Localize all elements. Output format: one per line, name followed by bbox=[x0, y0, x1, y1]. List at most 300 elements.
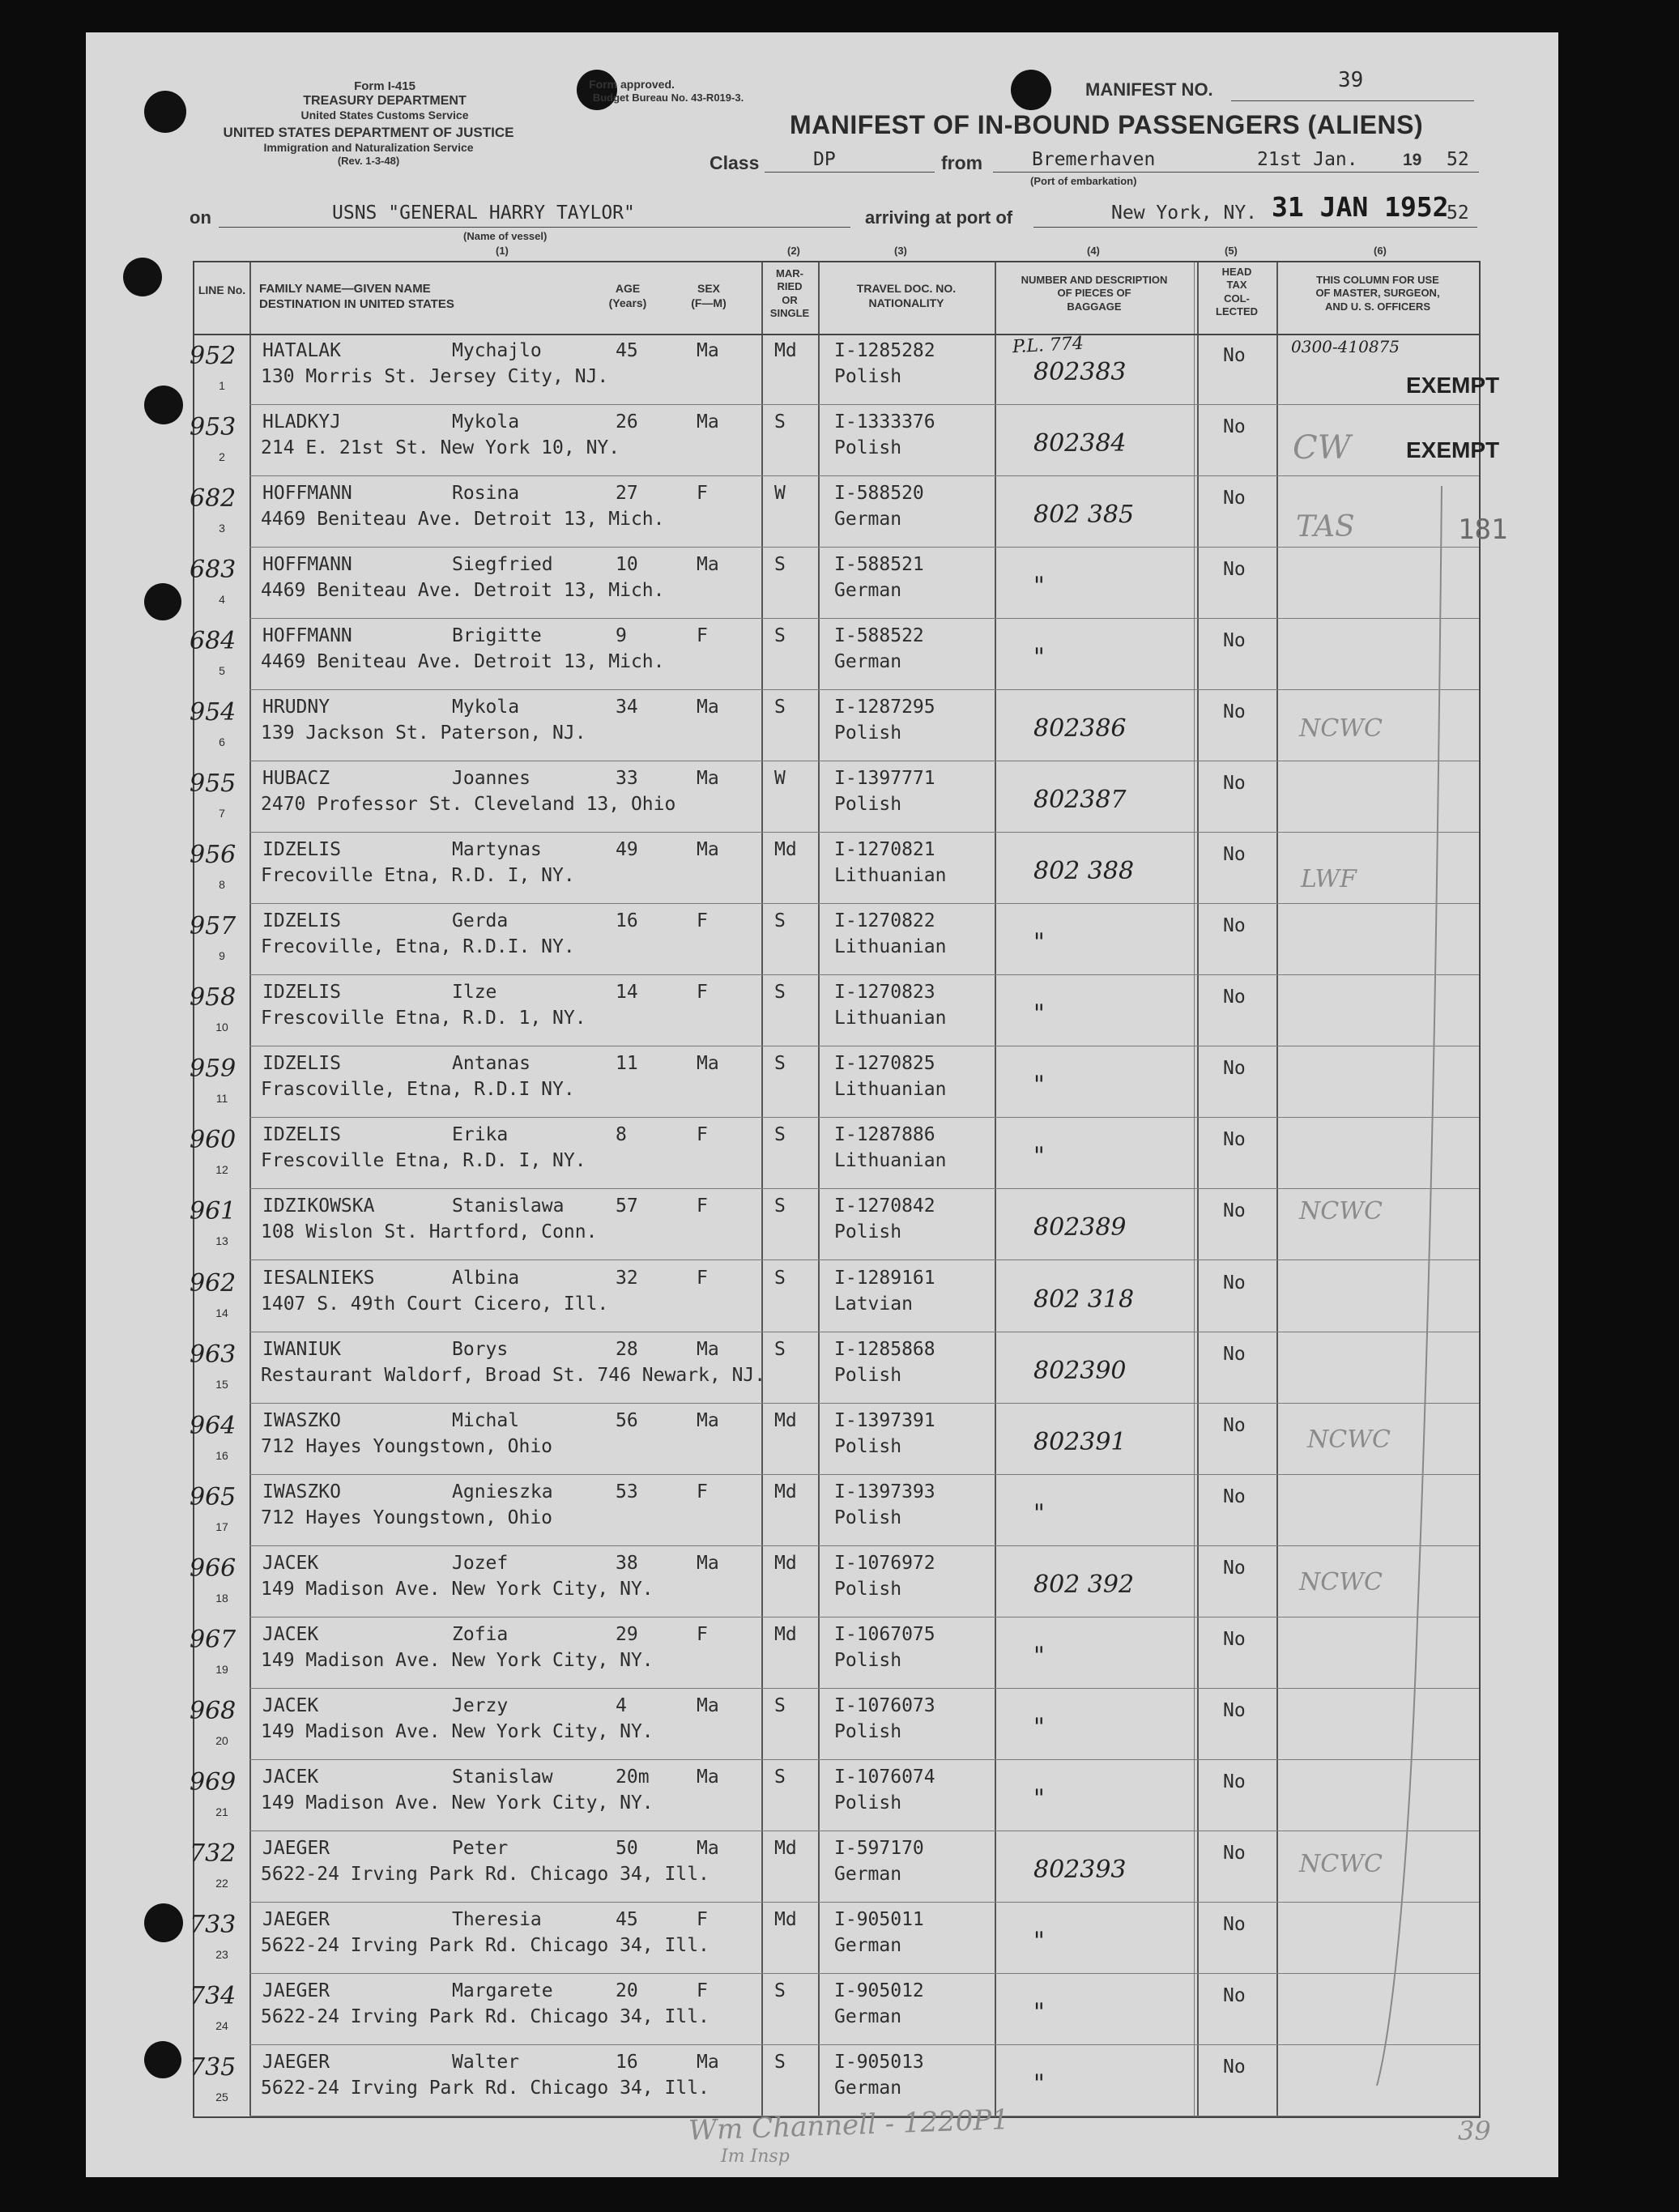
sex: F bbox=[697, 1481, 708, 1502]
age: 56 bbox=[616, 1409, 638, 1431]
destination: 149 Madison Ave. New York City, NY. bbox=[261, 1649, 654, 1671]
head-tax: No bbox=[1223, 1699, 1246, 1721]
header-officers: THIS COLUMN FOR USE OF MASTER, SURGEON, AND U. S. OFFICERS bbox=[1315, 274, 1440, 313]
nationality: German bbox=[834, 1863, 902, 1885]
head-tax: No bbox=[1223, 1842, 1246, 1864]
married-status: S bbox=[774, 625, 786, 647]
age: 32 bbox=[616, 1267, 638, 1289]
given-name: Margarete bbox=[452, 1980, 553, 2001]
baggage-number: 802383 bbox=[1033, 358, 1127, 386]
from-value: Bremerhaven bbox=[1032, 149, 1156, 170]
destination: Frecoville Etna, R.D. I, NY. bbox=[261, 865, 575, 887]
family-name: IWASZKO bbox=[262, 1481, 341, 1502]
header-name: FAMILY NAME—GIVEN NAME DESTINATION IN UNITED STATES bbox=[259, 282, 454, 311]
family-name: HRUDNY bbox=[262, 697, 330, 718]
head-tax: No bbox=[1223, 1058, 1246, 1080]
travel-doc-no: I-1397393 bbox=[834, 1481, 935, 1502]
tas-note: TAS bbox=[1296, 510, 1355, 543]
married-status: S bbox=[774, 1053, 786, 1075]
sex: Ma bbox=[697, 697, 719, 718]
travel-doc-no: I-1333376 bbox=[834, 411, 935, 433]
age: 11 bbox=[616, 1053, 638, 1075]
sex: F bbox=[697, 1124, 708, 1146]
given-name: Ilze bbox=[452, 982, 497, 1004]
form-revision: (Rev. 1-3-48) bbox=[337, 155, 400, 167]
travel-doc-no: I-905012 bbox=[834, 1980, 924, 2001]
nationality: Polish bbox=[834, 1578, 902, 1600]
given-name: Stanislawa bbox=[452, 1196, 565, 1217]
table-row bbox=[190, 1332, 1479, 1404]
baggage-number: " bbox=[1033, 1784, 1045, 1813]
given-name: Zofia bbox=[452, 1623, 509, 1645]
head-tax: No bbox=[1223, 1771, 1246, 1792]
sex: F bbox=[697, 1980, 708, 2001]
baggage-number: " bbox=[1033, 999, 1045, 1029]
destination: 712 Hayes Youngstown, Ohio bbox=[261, 1435, 553, 1457]
hand-number: 959 bbox=[190, 1055, 237, 1084]
head-tax: No bbox=[1223, 1129, 1246, 1151]
vessel-line bbox=[219, 227, 850, 228]
travel-doc-no: I-1397771 bbox=[834, 768, 935, 790]
destination: 149 Madison Ave. New York City, NY. bbox=[261, 1720, 654, 1742]
page-corner-number: 39 bbox=[1458, 2116, 1491, 2146]
header-line-no: LINE No. bbox=[198, 283, 246, 296]
class-value: DP bbox=[813, 149, 836, 170]
table-row bbox=[190, 1046, 1479, 1118]
table-row bbox=[190, 405, 1479, 476]
from-label: from bbox=[941, 152, 983, 173]
hand-number: 969 bbox=[190, 1767, 237, 1796]
punch-hole bbox=[123, 258, 162, 296]
age: 53 bbox=[616, 1481, 638, 1502]
baggage-number: 802 318 bbox=[1033, 1285, 1135, 1314]
given-name: Martynas bbox=[452, 839, 542, 861]
col-number-1: (1) bbox=[496, 245, 509, 257]
age: 16 bbox=[616, 2051, 638, 2073]
baggage-number: 802393 bbox=[1033, 1855, 1127, 1884]
nationality: Polish bbox=[834, 1720, 902, 1742]
head-tax: No bbox=[1223, 1557, 1246, 1579]
line-number: 12 bbox=[215, 1163, 228, 1177]
given-name: Siegfried bbox=[452, 554, 553, 576]
sex: Ma bbox=[697, 1338, 719, 1360]
sex: Ma bbox=[697, 1694, 719, 1716]
hand-number: 967 bbox=[190, 1625, 237, 1654]
hand-number: 966 bbox=[190, 1554, 237, 1583]
exempt-stamp: EXEMPT bbox=[1406, 373, 1500, 398]
given-name: Mychajlo bbox=[452, 340, 542, 361]
line-number: 15 bbox=[215, 1377, 228, 1391]
married-status: S bbox=[774, 2051, 786, 2073]
sex: Ma bbox=[697, 1409, 719, 1431]
destination: 214 E. 21st St. New York 10, NY. bbox=[261, 437, 620, 459]
baggage-number: " bbox=[1033, 572, 1045, 601]
table-row bbox=[190, 548, 1479, 619]
family-name: IESALNIEKS bbox=[262, 1267, 375, 1289]
given-name: Antanas bbox=[452, 1053, 531, 1075]
age: 10 bbox=[616, 554, 638, 576]
age: 34 bbox=[616, 697, 638, 718]
arrival-date-stamp: 31 JAN 1952 bbox=[1272, 191, 1449, 223]
table-row bbox=[190, 761, 1479, 833]
line-number: 9 bbox=[219, 949, 225, 963]
dept-treasury: TREASURY DEPARTMENT bbox=[303, 94, 467, 108]
line-number: 17 bbox=[215, 1519, 228, 1533]
lwf-note: LWF bbox=[1301, 865, 1357, 893]
baggage-number: 802 388 bbox=[1033, 857, 1135, 886]
baggage-number: " bbox=[1033, 1712, 1045, 1741]
destination: 5622-24 Irving Park Rd. Chicago 34, Ill. bbox=[261, 2077, 710, 2099]
given-name: Joannes bbox=[452, 768, 531, 790]
hand-number: 735 bbox=[190, 2052, 237, 2082]
destination: 149 Madison Ave. New York City, NY. bbox=[261, 1578, 654, 1600]
family-name: JAEGER bbox=[262, 1837, 330, 1859]
age: 28 bbox=[616, 1338, 638, 1360]
married-status: Md bbox=[774, 1409, 797, 1431]
family-name: HUBACZ bbox=[262, 768, 330, 790]
hand-number: 965 bbox=[190, 1482, 237, 1511]
hand-number: 961 bbox=[190, 1197, 237, 1226]
nationality: Lithuanian bbox=[834, 1150, 947, 1172]
married-status: S bbox=[774, 1338, 786, 1360]
family-name: IDZELIS bbox=[262, 1124, 341, 1146]
punch-hole bbox=[144, 386, 183, 424]
family-name: HATALAK bbox=[262, 340, 341, 361]
hand-number: 733 bbox=[190, 1910, 237, 1939]
hand-number: 952 bbox=[190, 342, 237, 370]
nationality: Polish bbox=[834, 722, 902, 744]
vessel-name: USNS "GENERAL HARRY TAYLOR" bbox=[332, 202, 635, 224]
arriving-label: arriving at port of bbox=[865, 207, 1013, 228]
baggage-number: " bbox=[1033, 1071, 1045, 1100]
line-number: 22 bbox=[215, 1876, 228, 1890]
line-number: 7 bbox=[219, 807, 225, 820]
given-name: Erika bbox=[452, 1124, 509, 1146]
header-baggage: NUMBER AND DESCRIPTION OF PIECES OF BAGGAGE bbox=[1021, 274, 1168, 313]
sex: Ma bbox=[697, 1766, 719, 1788]
sex: Ma bbox=[697, 554, 719, 576]
on-label: on bbox=[190, 207, 211, 228]
destination: 5622-24 Irving Park Rd. Chicago 34, Ill. bbox=[261, 1934, 710, 1956]
embark-date: 21st Jan. bbox=[1257, 149, 1358, 170]
head-tax: No bbox=[1223, 1272, 1246, 1294]
baggage-number: 802 392 bbox=[1033, 1570, 1135, 1599]
given-name: Michal bbox=[452, 1409, 520, 1431]
sex: Ma bbox=[697, 340, 719, 361]
col-number-2: (2) bbox=[787, 245, 800, 257]
punch-hole bbox=[144, 583, 181, 620]
nationality: Latvian bbox=[834, 1293, 913, 1315]
baggage-number: " bbox=[1033, 1926, 1045, 1955]
baggage-number: 802386 bbox=[1033, 714, 1127, 744]
baggage-number: 802387 bbox=[1033, 786, 1127, 815]
nationality: Polish bbox=[834, 1435, 902, 1457]
pl-note: P.L. 774 bbox=[1012, 333, 1085, 358]
destination: 108 Wislon St. Hartford, Conn. bbox=[261, 1221, 598, 1243]
sex: F bbox=[697, 483, 708, 505]
hand-number: 734 bbox=[190, 1981, 237, 2010]
nationality: Polish bbox=[834, 1792, 902, 1813]
col-number-6: (6) bbox=[1374, 245, 1387, 257]
baggage-number: 802 385 bbox=[1033, 501, 1135, 530]
age: 20m bbox=[616, 1766, 650, 1788]
sex: F bbox=[697, 982, 708, 1004]
destination: 712 Hayes Youngstown, Ohio bbox=[261, 1507, 553, 1528]
travel-doc-no: I-1287295 bbox=[834, 697, 935, 718]
age: 45 bbox=[616, 1908, 638, 1930]
bottom-sub-note: Im Insp bbox=[721, 2146, 790, 2167]
married-status: S bbox=[774, 1267, 786, 1289]
baggage-number: 802391 bbox=[1033, 1427, 1127, 1456]
married-status: Md bbox=[774, 1552, 797, 1574]
hand-number: 955 bbox=[190, 769, 237, 799]
arrival-port: New York, NY. bbox=[1111, 202, 1258, 224]
class-label: Class bbox=[710, 152, 760, 173]
table-row bbox=[190, 1689, 1479, 1760]
table-row bbox=[190, 690, 1479, 761]
married-status: Md bbox=[774, 839, 797, 861]
head-tax: No bbox=[1223, 987, 1246, 1008]
destination: 5622-24 Irving Park Rd. Chicago 34, Ill. bbox=[261, 1863, 710, 1885]
travel-doc-no: I-905011 bbox=[834, 1908, 924, 1930]
family-name: IDZELIS bbox=[262, 839, 341, 861]
destination: Frascoville, Etna, R.D.I NY. bbox=[261, 1079, 575, 1101]
line-number: 3 bbox=[219, 522, 225, 535]
travel-doc-no: I-1285282 bbox=[834, 340, 935, 361]
age: 14 bbox=[616, 982, 638, 1004]
age: 8 bbox=[616, 1124, 627, 1146]
table-row bbox=[190, 833, 1479, 904]
line-number: 16 bbox=[215, 1448, 228, 1462]
destination: 4469 Beniteau Ave. Detroit 13, Mich. bbox=[261, 509, 665, 531]
nationality: German bbox=[834, 2077, 902, 2099]
embark-year: 52 bbox=[1447, 149, 1469, 170]
destination: 139 Jackson St. Paterson, NJ. bbox=[261, 722, 586, 744]
ncwc-note: NCWC bbox=[1299, 1568, 1383, 1596]
family-name: IWANIUK bbox=[262, 1338, 341, 1360]
table-row bbox=[190, 1760, 1479, 1831]
age: 49 bbox=[616, 839, 638, 861]
nationality: Polish bbox=[834, 1364, 902, 1386]
family-name: IDZELIS bbox=[262, 910, 341, 932]
hand-number: 958 bbox=[190, 983, 237, 1012]
hand-number: 954 bbox=[190, 698, 237, 727]
hand-number: 963 bbox=[190, 1340, 237, 1369]
line-number: 25 bbox=[215, 2090, 228, 2103]
line-number: 5 bbox=[219, 664, 225, 678]
age: 50 bbox=[616, 1837, 638, 1859]
head-tax: No bbox=[1223, 844, 1246, 866]
given-name: Mykola bbox=[452, 411, 520, 433]
family-name: HOFFMANN bbox=[262, 554, 352, 576]
sex: F bbox=[697, 625, 708, 647]
married-status: S bbox=[774, 910, 786, 932]
travel-doc-no: I-588522 bbox=[834, 625, 924, 647]
travel-doc-no: I-1270823 bbox=[834, 982, 935, 1004]
budget-bureau: Budget Bureau No. 43-R019-3. bbox=[592, 92, 744, 104]
head-tax: No bbox=[1223, 630, 1246, 652]
hand-number: 683 bbox=[190, 556, 237, 585]
line-number: 10 bbox=[215, 1021, 228, 1034]
table-row bbox=[190, 1546, 1479, 1617]
family-name: IWASZKO bbox=[262, 1409, 341, 1431]
age: 20 bbox=[616, 1980, 638, 2001]
destination: 1407 S. 49th Court Cicero, Ill. bbox=[261, 1293, 609, 1315]
travel-doc-no: I-1270821 bbox=[834, 839, 935, 861]
head-tax: No bbox=[1223, 1343, 1246, 1365]
head-tax: No bbox=[1223, 1414, 1246, 1436]
head-tax: No bbox=[1223, 416, 1246, 438]
from-line bbox=[993, 172, 1479, 173]
nationality: German bbox=[834, 2005, 902, 2027]
line-number: 8 bbox=[219, 878, 225, 892]
travel-doc-no: I-905013 bbox=[834, 2051, 924, 2073]
nationality: Polish bbox=[834, 437, 902, 459]
baggage-number: 802390 bbox=[1033, 1356, 1127, 1385]
nationality: Lithuanian bbox=[834, 936, 947, 958]
travel-doc-no: I-1076074 bbox=[834, 1766, 935, 1788]
given-name: Gerda bbox=[452, 910, 509, 932]
table-row bbox=[190, 1831, 1479, 1903]
head-tax: No bbox=[1223, 1200, 1246, 1222]
married-status: S bbox=[774, 554, 786, 576]
head-tax: No bbox=[1223, 1485, 1246, 1507]
hand-number: 968 bbox=[190, 1696, 237, 1725]
travel-doc-no: I-1287886 bbox=[834, 1124, 935, 1146]
nationality: Polish bbox=[834, 1221, 902, 1243]
table-row bbox=[190, 619, 1479, 690]
dept-justice: UNITED STATES DEPARTMENT OF JUSTICE bbox=[223, 125, 514, 140]
dept-customs: United States Customs Service bbox=[300, 109, 469, 121]
baggage-number: " bbox=[1033, 1498, 1045, 1528]
baggage-number: " bbox=[1033, 1641, 1045, 1670]
sex: Ma bbox=[697, 1552, 719, 1574]
nationality: German bbox=[834, 509, 902, 531]
family-name: JAEGER bbox=[262, 1908, 330, 1930]
baggage-number: " bbox=[1033, 1142, 1045, 1171]
passenger-table bbox=[190, 261, 1481, 2118]
nationality: Polish bbox=[834, 1507, 902, 1528]
travel-doc-no: I-588520 bbox=[834, 483, 924, 505]
table-row bbox=[190, 1118, 1479, 1189]
married-status: Md bbox=[774, 1837, 797, 1859]
given-name: Borys bbox=[452, 1338, 509, 1360]
age: 27 bbox=[616, 483, 638, 505]
sex: Ma bbox=[697, 1837, 719, 1859]
hand-number: 732 bbox=[190, 1839, 237, 1868]
travel-doc-no: I-1270842 bbox=[834, 1196, 935, 1217]
family-name: JACEK bbox=[262, 1552, 319, 1574]
nationality: Polish bbox=[834, 1649, 902, 1671]
age: 26 bbox=[616, 411, 638, 433]
ncwc-note: NCWC bbox=[1307, 1426, 1391, 1454]
line-number: 14 bbox=[215, 1306, 228, 1319]
married-status: Md bbox=[774, 1623, 797, 1645]
head-tax: No bbox=[1223, 559, 1246, 581]
head-tax: No bbox=[1223, 2056, 1246, 2078]
baggage-number: " bbox=[1033, 2069, 1045, 2098]
age: 33 bbox=[616, 768, 638, 790]
travel-doc-no: I-1289161 bbox=[834, 1267, 935, 1289]
table-row bbox=[190, 904, 1479, 975]
cw-note: CW bbox=[1293, 429, 1351, 467]
form-approved: Form approved. bbox=[589, 78, 675, 91]
ncwc-note: NCWC bbox=[1299, 1850, 1383, 1878]
family-name: HOFFMANN bbox=[262, 625, 352, 647]
family-name: IDZELIS bbox=[262, 982, 341, 1004]
table-row bbox=[190, 476, 1479, 548]
family-name: JACEK bbox=[262, 1694, 319, 1716]
pencil-line bbox=[1296, 486, 1458, 2090]
married-status: S bbox=[774, 411, 786, 433]
destination: 5622-24 Irving Park Rd. Chicago 34, Ill. bbox=[261, 2005, 710, 2027]
punch-hole bbox=[1011, 70, 1051, 110]
baggage-number: " bbox=[1033, 928, 1045, 957]
head-tax: No bbox=[1223, 1984, 1246, 2006]
given-name: Jerzy bbox=[452, 1694, 509, 1716]
given-name: Albina bbox=[452, 1267, 520, 1289]
given-name: Agnieszka bbox=[452, 1481, 553, 1502]
arrival-year-suffix: 52 bbox=[1447, 202, 1469, 224]
sex: Ma bbox=[697, 768, 719, 790]
bottom-signature: Wm Channell - 1220P1 bbox=[688, 2103, 1010, 2147]
line-number: 1 bbox=[219, 379, 225, 392]
married-status: W bbox=[774, 768, 786, 790]
married-status: Md bbox=[774, 1908, 797, 1930]
nationality: Lithuanian bbox=[834, 1008, 947, 1029]
travel-doc-no: I-1076972 bbox=[834, 1552, 935, 1574]
form-number: Form I-415 bbox=[354, 79, 415, 93]
manifest-no-label: MANIFEST NO. bbox=[1085, 79, 1213, 100]
table-row bbox=[190, 1189, 1479, 1260]
line-number: 4 bbox=[219, 593, 225, 607]
header-married: MAR- RIED OR SINGLE bbox=[769, 267, 810, 319]
hand-number: 956 bbox=[190, 841, 237, 870]
head-tax: No bbox=[1223, 345, 1246, 366]
sex: Ma bbox=[697, 2051, 719, 2073]
hand-number: 964 bbox=[190, 1411, 237, 1440]
nationality: Lithuanian bbox=[834, 1079, 947, 1101]
age: 45 bbox=[616, 340, 638, 361]
travel-doc-no: I-1076073 bbox=[834, 1694, 935, 1716]
manifest-no-line bbox=[1231, 100, 1474, 101]
married-status: S bbox=[774, 982, 786, 1004]
officer-code: 0300-410875 bbox=[1291, 337, 1400, 356]
col-number-3: (3) bbox=[894, 245, 907, 257]
sex: F bbox=[697, 1908, 708, 1930]
manifest-title: MANIFEST OF IN-BOUND PASSENGERS (ALIENS) bbox=[790, 110, 1424, 139]
destination: 4469 Beniteau Ave. Detroit 13, Mich. bbox=[261, 651, 665, 673]
line-number: 23 bbox=[215, 1947, 228, 1961]
header-head-tax: HEAD TAX COL- LECTED bbox=[1216, 266, 1258, 318]
family-name: JACEK bbox=[262, 1623, 319, 1645]
ncwc-note: NCWC bbox=[1299, 714, 1383, 743]
age: 16 bbox=[616, 910, 638, 932]
hand-number: 684 bbox=[190, 627, 237, 656]
table-row bbox=[190, 1903, 1479, 1974]
baggage-number: 802389 bbox=[1033, 1213, 1127, 1242]
given-name: Peter bbox=[452, 1837, 509, 1859]
table-row bbox=[190, 1617, 1479, 1689]
nationality: German bbox=[834, 651, 902, 673]
ncwc-note: NCWC bbox=[1299, 1197, 1383, 1225]
line-number: 18 bbox=[215, 1591, 228, 1605]
destination: Restaurant Waldorf, Broad St. 746 Newark, NJ. bbox=[261, 1364, 766, 1386]
nationality: Lithuanian bbox=[834, 865, 947, 887]
destination: Frecoville, Etna, R.D.I. NY. bbox=[261, 936, 575, 958]
married-status: S bbox=[774, 1124, 786, 1146]
table-row bbox=[190, 1404, 1479, 1475]
